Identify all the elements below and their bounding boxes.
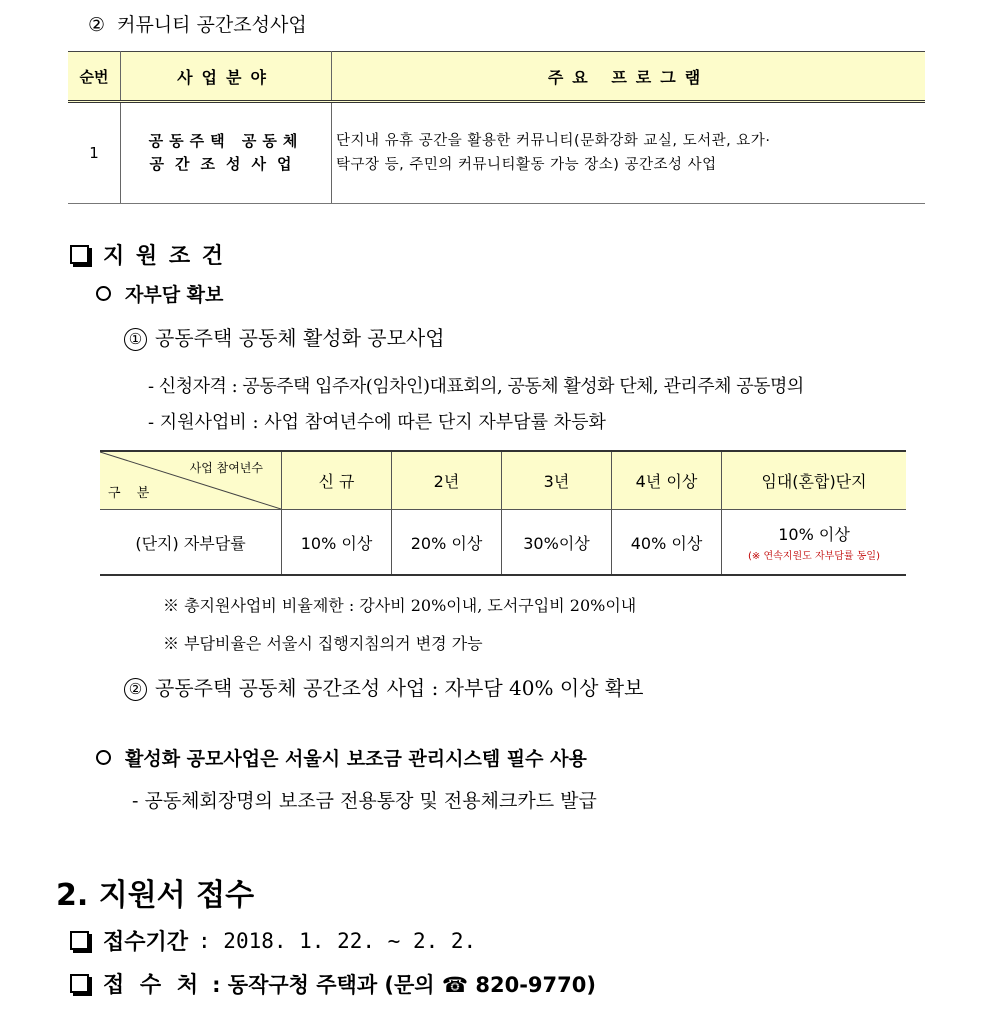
circle-bullet-icon bbox=[96, 750, 111, 765]
col-header-2y: 2년 bbox=[392, 451, 502, 510]
table-header-row bbox=[100, 451, 906, 510]
row-field bbox=[121, 102, 332, 204]
row-label: (단지) 자부담률 bbox=[100, 510, 282, 576]
col-header-number: 순번 bbox=[68, 52, 121, 102]
checkbox-icon bbox=[70, 974, 89, 993]
value-3y: 30%이상 bbox=[502, 510, 612, 576]
value-4y: 40% 이상 bbox=[612, 510, 722, 576]
section2-title: 2. 지원서 접수 bbox=[56, 878, 255, 913]
period-value: : 2018. 1. 22. ~ 2. 2. bbox=[198, 928, 477, 953]
row-field-line2: 공간조성사업 bbox=[149, 155, 303, 173]
checkbox-icon bbox=[70, 245, 89, 264]
community-program-table bbox=[68, 51, 925, 204]
value-new: 10% 이상 bbox=[282, 510, 392, 576]
col-header-program: 주요 프로그램 bbox=[332, 52, 926, 102]
table-header-row bbox=[68, 52, 925, 102]
self-burden-text: 자부담 확보 bbox=[125, 284, 224, 306]
col-header-4y: 4년 이상 bbox=[612, 451, 722, 510]
row-field-line1: 공동주택 공동체 bbox=[148, 132, 304, 150]
item1-number: ① bbox=[124, 328, 147, 351]
table-row bbox=[68, 102, 925, 204]
checkbox-icon bbox=[70, 931, 89, 950]
value-rental-text: 10% 이상 bbox=[778, 525, 850, 544]
table-row bbox=[100, 510, 906, 576]
qualification-line: - 신청자격 : 공동주택 입주자(임차인)대표회의, 공동체 활성화 단체, 관리주체 공동명의 bbox=[148, 376, 804, 397]
rental-note: (※ 연속지원도 자부담률 동일) bbox=[748, 551, 880, 562]
place-row bbox=[70, 968, 596, 999]
row-program bbox=[332, 102, 926, 204]
row-program-line1: 단지내 유휴 공간을 활용한 커뮤니티(문화강화 교실, 도서관, 요가· bbox=[336, 133, 771, 149]
col-header-field: 사업분야 bbox=[121, 52, 332, 102]
community-section-title bbox=[88, 10, 307, 37]
corner-top-label: 사업 참여년수 bbox=[189, 461, 263, 475]
row-number: 1 bbox=[68, 102, 121, 204]
note-change: ※ 부담비율은 서울시 집행지침의거 변경 가능 bbox=[163, 634, 483, 653]
section-title-text: 커뮤니티 공간조성사업 bbox=[117, 14, 307, 36]
self-burden-heading bbox=[96, 280, 223, 307]
support-heading bbox=[70, 239, 225, 270]
corner-header bbox=[100, 451, 282, 510]
account-line: - 공동체회장명의 보조금 전용통장 및 전용체크카드 발급 bbox=[132, 790, 597, 812]
value-rental bbox=[722, 510, 907, 576]
col-header-new: 신 규 bbox=[282, 451, 392, 510]
circle-bullet-icon bbox=[96, 286, 111, 301]
place-label: 접 수 처 bbox=[103, 973, 203, 998]
self-burden-table bbox=[100, 450, 906, 576]
circled-number: ② bbox=[88, 14, 106, 36]
mandatory-text: 활성화 공모사업은 서울시 보조금 관리시스템 필수 사용 bbox=[125, 748, 587, 770]
value-2y: 20% 이상 bbox=[392, 510, 502, 576]
item2-text: 공동주택 공동체 공간조성 사업 : 자부담 40% 이상 확보 bbox=[155, 676, 644, 700]
place-value: : 동작구청 주택과 (문의 ☎ 820-9770) bbox=[212, 972, 596, 997]
support-heading-text: 지 원 조 건 bbox=[103, 244, 225, 269]
mandatory-heading bbox=[96, 744, 587, 771]
corner-bottom-label: 구 분 bbox=[108, 486, 156, 501]
cost-line: - 지원사업비 : 사업 참여년수에 따른 단지 자부담률 차등화 bbox=[148, 412, 606, 433]
period-row bbox=[70, 925, 476, 956]
row-program-line2: 탁구장 등, 주민의 커뮤니티활동 가능 장소) 공간조성 사업 bbox=[336, 157, 717, 173]
item2-heading bbox=[124, 672, 643, 701]
item2-number: ② bbox=[124, 678, 147, 701]
item1-text: 공동주택 공동체 활성화 공모사업 bbox=[155, 326, 445, 350]
col-header-3y: 3년 bbox=[502, 451, 612, 510]
item1-heading bbox=[124, 322, 445, 351]
note-limit: ※ 총지원사업비 비율제한 : 강사비 20%이내, 도서구입비 20%이내 bbox=[163, 596, 637, 615]
col-header-rental: 임대(혼합)단지 bbox=[722, 451, 907, 510]
period-label: 접수기간 bbox=[103, 930, 189, 955]
